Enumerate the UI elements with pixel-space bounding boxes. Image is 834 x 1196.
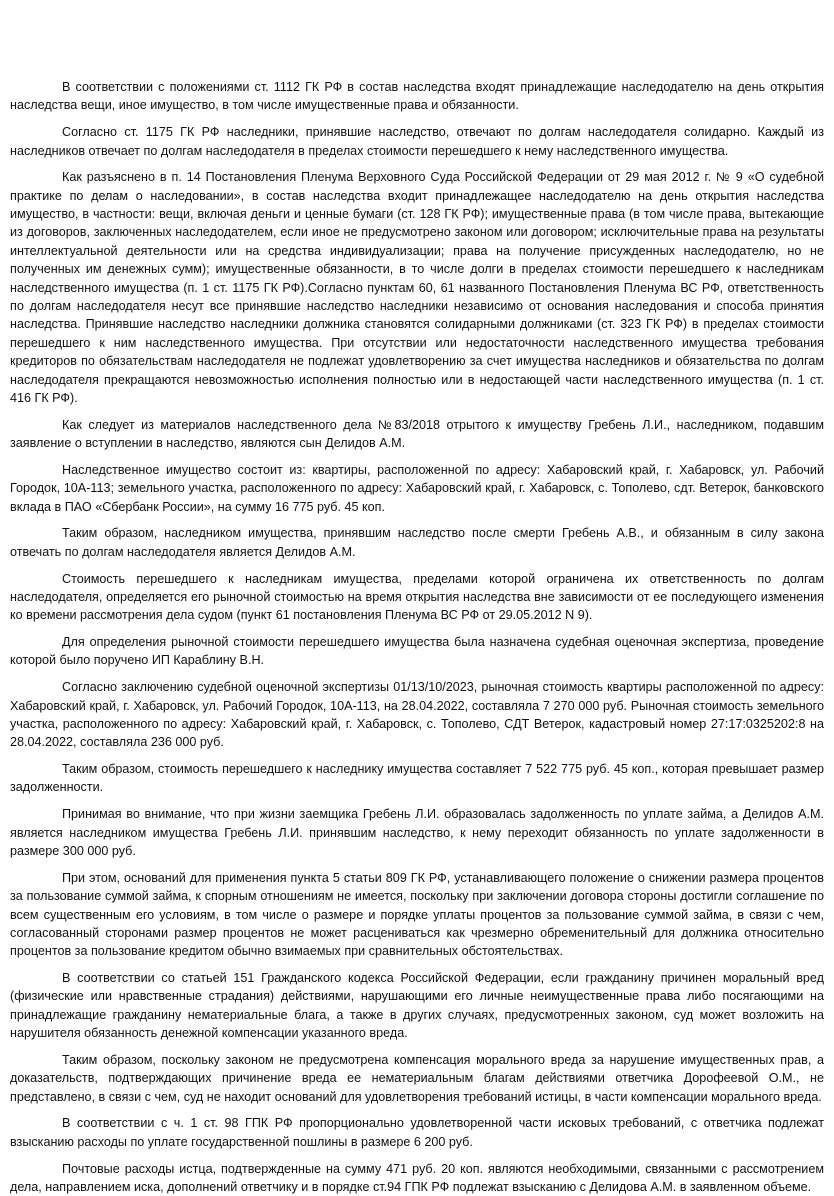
paragraph-joint-liability: Согласно ст. 1175 ГК РФ наследники, принявшие наследство, отвечают по долгам наследодателя солидарно. Каждый из наследников отвечает по долгам наследодателя в пределах стоимости перешедшего к нему наследственного имущества. [10, 125, 824, 158]
paragraph-expertise-appointed: Для определения рыночной стоимости перешедшего имущества была назначена судебная оценочная экспертиза, проведение которой было поручено ИП Караблину В.Н. [10, 635, 824, 668]
paragraph-postal-expenses: Почтовые расходы истца, подтвержденные на сумму 471 руб. 20 коп. являются необходимыми, связанными с рассмотрением дела, направлением иска, дополнений ответчику и в порядке ст.94 ГПК РФ подлежат взысканию с Делидова А.М. в заявленном объеме. [10, 1161, 824, 1194]
paragraph-debt-transfer: Принимая во внимание, что при жизни заемщика Гребень Л.И. образовалась задолженность по уплате займа, а Делидов А.М. является наследником имущества Гребень Л.И. принявшим наследство, к нему переходит обязанность по уплате задолженности в размере 300 000 руб. [10, 807, 824, 858]
paragraph-heir-conclusion: Таким образом, наследником имущества, принявшим наследство после смерти Гребень А.В., и обязанным в силу закона отвечать по долгам наследодателя является Делидов А.М. [10, 526, 824, 559]
paragraph-moral-damage-law: В соответствии со статьей 151 Гражданского кодекса Российской Федерации, если гражданину причинен моральный вред (физические или нравственные страдания) действиями, нарушающими его личные неимущественные права либо посягающими на принадлежащие гражданину нематериальные блага, а также в других случаях, предусмотренных законом, суд может возложить на нарушителя обязанность денежной компенсации указанного вреда. [10, 971, 824, 1041]
paragraph-plenum-clarification: Как разъяснено в п. 14 Постановления Пленума Верховного Суда Российской Федерации от 29 мая 2012 г. № 9 «О судебной практике по делам о наследовании», в состав наследства входит принадлежащее наследодателю на день открытия наследства имущество, в частности: вещи, включая деньги и ценные бумаги (ст. 128 ГК РФ); имущественные права (в том числе права, вытекающие из договоров, заключенных наследодателем, если иное не предусмотрено законом или договором; исключительные права на результаты интеллектуальной деятельности или на средства индивидуализации; права на получение присужденных наследодателю, но не полученных им денежных сумм); имущественные обязанности, в то числе долги в пределах стоимости перешедшего к наследникам наследственного имущества (п. 1 ст. 1175 ГК РФ).Согласно пунктам 60, 61 названного Постановления Пленума ВС РФ, ответственность по долгам наследодателя несут все принявшие наследство наследники независимо от основания наследования и способа принятия наследства. Принявшие наследство наследники должника становятся солидарными должниками (ст. 323 ГК РФ) в пределах стоимости перешедшего к ним наследственного имущества. При отсутствии или недостаточности наследственного имущества требования кредиторов по обязательствам наследодателя не подлежат удовлетворению за счет имущества наследников и обязательства по долгам наследодателя прекращаются невозможностью исполнения полностью или в недостающей части наследственного имущества (п. 1 ст. 416 ГК РФ). [10, 170, 824, 406]
paragraph-inheritance-composition: В соответствии с положениями ст. 1112 ГК РФ в состав наследства входят принадлежащие наследодателю на день открытия наследства вещи, иное имущество, в том числе имущественные права и обязанности. [10, 80, 824, 113]
paragraph-interest-reduction: При этом, оснований для применения пункта 5 статьи 809 ГК РФ, устанавливающего положение о снижении размера процентов за пользование суммой займа, к спорным отношениям не имеется, поскольку при заключении договора стороны достигли соглашение по всем существенным его условиям, в том числе о размере и порядке уплаты процентов за пользование суммой займа, в связи с чем, согласованный сторонами размер процентов не может расцениваться как чрезмерно обременительный для должника относительно процентов за пользование кредитом обычно взимаемых при сравнительных обстоятельствах. [10, 870, 824, 959]
paragraph-moral-damage-denied: Таким образом, поскольку законом не предусмотрена компенсация морального вреда за нарушение имущественных прав, а доказательств, подтверждающих причинение вреда ее нематериальным благам действиями ответчика Дорофеевой О.М., не представлено, в связи с чем, суд не находит оснований для удовлетворения требований истицы, в части компенсации морального вреда. [10, 1052, 824, 1104]
paragraph-estate-contents: Наследственное имущество состоит из: квартиры, расположенной по адресу: Хабаровский край, г. Хабаровск, ул. Рабочий Городок, 10А-113; земельного участка, расположенного по адресу: Хабаровский край, г. Хабаровск, с. Тополево, сдт. Ветерок, банковского вклада в ПАО «Сбербанк России», на сумму 16 775 руб. 45 коп. [10, 462, 824, 514]
paragraph-estate-total: Таким образом, стоимость перешедшего к наследнику имущества составляет 7 522 775 руб. 45 коп., которая превышает размер задолженности. [10, 762, 824, 795]
paragraph-expertise-results: Согласно заключению судебной оценочной экспертизы 01/13/10/2023, рыночная стоимость квартиры расположенной по адресу: Хабаровский край, г. Хабаровск, ул. Рабочий Городок, 10А-113, на 28.04.2022, составляла 7 270 000 руб. Рыночная стоимость земельного участка, расположенного по адресу: Хабаровский край, г. Хабаровск, с. Тополево, СДТ Ветерок, кадастровый номер 27:17:0325202:8 на 28.04.2022, составляла 236 000 руб. [10, 680, 824, 750]
paragraph-state-fee: В соответствии с ч. 1 ст. 98 ГПК РФ пропорционально удовлетворенной части исковых требований, с ответчика подлежат взысканию расходы по уплате государственной пошлины в размере 6 200 руб. [10, 1116, 824, 1149]
paragraph-market-value: Стоимость перешедшего к наследникам имущества, пределами которой ограничена их ответственность по долгам наследодателя, определяется его рыночной стоимостью на время открытия наследства вне зависимости от ее последующего изменения ко времени рассмотрения дела судом (пункт 61 постановления Пленума ВС РФ от 29.05.2012 N 9). [10, 571, 824, 623]
paragraph-inheritance-case: Как следует из материалов наследственного дела №83/2018 отрытого к имуществу Гребень Л.И., наследником, подавшим заявление о вступлении в наследство, являются сын Делидов А.М. [10, 417, 824, 451]
